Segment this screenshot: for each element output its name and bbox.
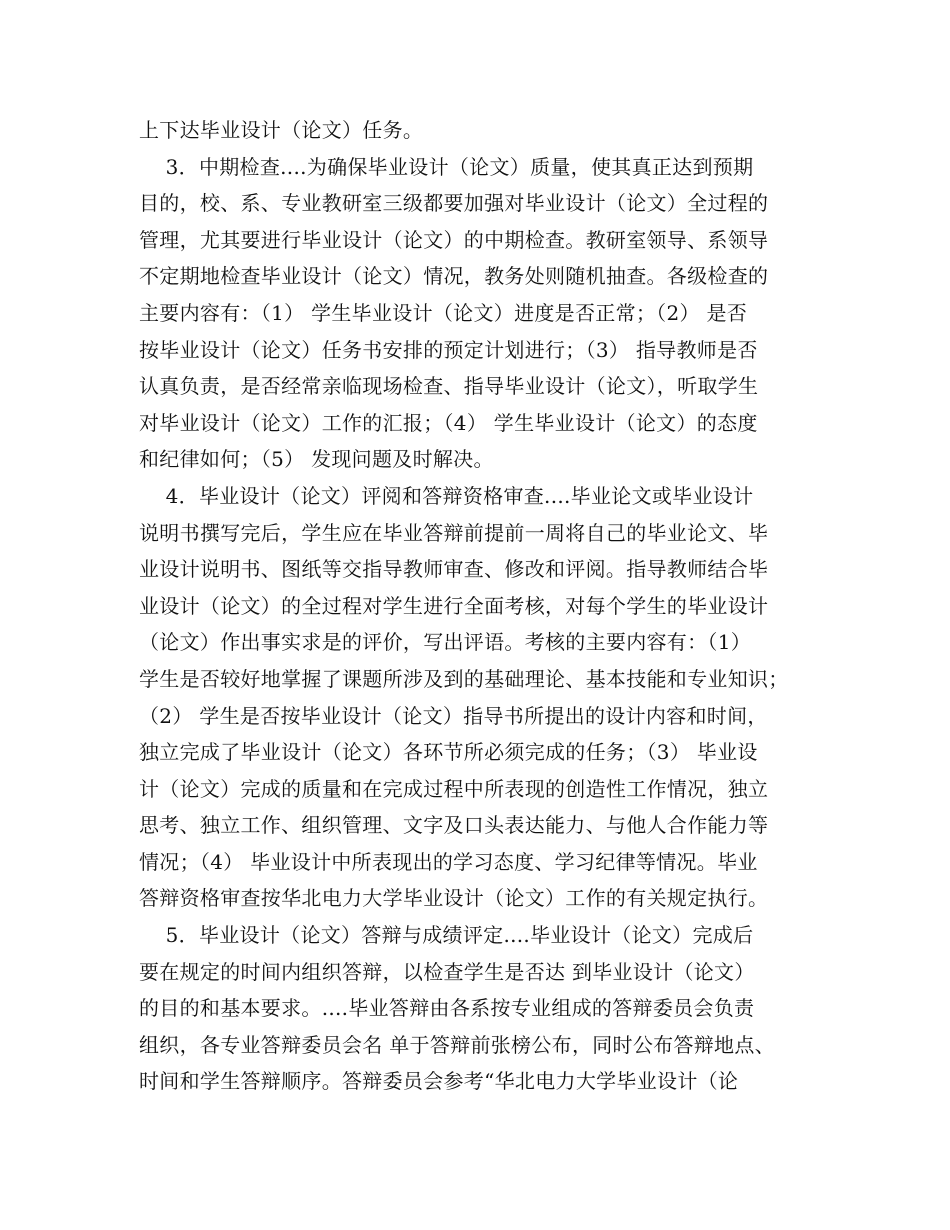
text-line: （论文）作出事实求是的评价，写出评语。考核的主要内容有：（1） (139, 630, 752, 655)
text-line: 3．中期检查....为确保毕业设计（论文）质量，使其真正达到预期 (139, 154, 754, 179)
text-line: 计（论文）完成的质量和在完成过程中所表现的创造性工作情况，独立 (139, 776, 769, 801)
text-line: 组织，各专业答辩委员会名 单于答辩前张榜公布，同时公布答辩地点、 (139, 1032, 775, 1057)
text-line: 业设计说明书、图纸等交指导教师审查、修改和评阅。指导教师结合毕 (139, 557, 769, 582)
text-line: 4．毕业设计（论文）评阅和答辩资格审查....毕业论文或毕业设计 (139, 483, 754, 508)
text-line: 5．毕业设计（论文）答辩与成绩评定....毕业设计（论文）完成后 (139, 923, 754, 948)
text-line: 和纪律如何；（5） 发现问题及时解决。 (139, 447, 494, 472)
text-line: 认真负责，是否经常亲临现场检查、指导毕业设计（论文），听取学生 (139, 374, 759, 399)
text-line: 的目的和基本要求。....毕业答辩由各系按专业组成的答辩委员会负责 (139, 996, 755, 1021)
text-line: 情况；（4） 毕业设计中所表现出的学习态度、学习纪律等情况。毕业 (139, 849, 758, 874)
text-line: 不定期地检查毕业设计（论文）情况，教务处则随机抽查。各级检查的 (139, 264, 769, 289)
text-line: 独立完成了毕业设计（论文）各环节所必须完成的任务；（3） 毕业设 (139, 740, 758, 765)
text-line: 要在规定的时间内组织答辩，以检查学生是否达 到毕业设计（论文） (139, 959, 755, 984)
text-line: 答辩资格审查按华北电力大学毕业设计（论文）工作的有关规定执行。 (139, 886, 769, 911)
body-text (139, 112, 839, 1100)
text-line: 按毕业设计（论文）任务书安排的预定计划进行；（3） 指导教师是否 (139, 337, 758, 362)
text-line: 思考、独立工作、组织管理、文字及口头表达能力、与他人合作能力等 (139, 813, 769, 838)
text-line: （2） 学生是否按毕业设计（论文）指导书所提出的设计内容和时间， (139, 703, 768, 728)
text-line: 目的，校、系、专业教研室三级都要加强对毕业设计（论文）全过程的 (139, 191, 769, 216)
text-line: 时间和学生答辩顺序。答辩委员会参考“华北电力大学毕业设计（论 (139, 1069, 739, 1094)
text-line: 说明书撰写完后，学生应在毕业答辩前提前一周将自己的毕业论文、毕 (139, 520, 769, 545)
text-line: 主要内容有：（1） 学生毕业设计（论文）进度是否正常；（2） 是否 (139, 300, 748, 325)
text-line: 管理，尤其要进行毕业设计（论文）的中期检查。教研室领导、系领导 (139, 227, 769, 252)
text-line: 学生是否较好地掌握了课题所涉及到的基础理论、基本技能和专业知识； (139, 666, 789, 691)
text-line: 业设计（论文）的全过程对学生进行全面考核，对每个学生的毕业设计 (139, 593, 769, 618)
text-line: 对毕业设计（论文）工作的汇报；（4） 学生毕业设计（论文）的态度 (139, 410, 758, 435)
text-line: 上下达毕业设计（论文）任务。 (139, 118, 424, 142)
